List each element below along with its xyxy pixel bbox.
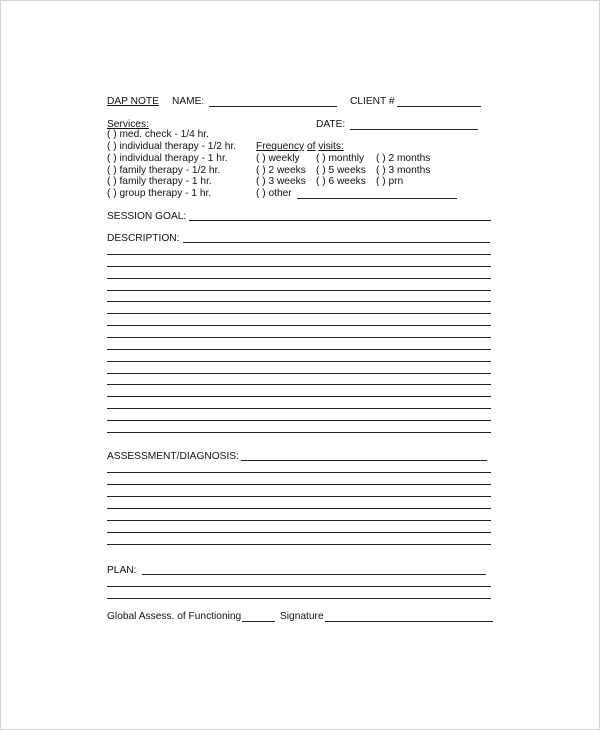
frequency-option[interactable]: ( ) 6 weeks xyxy=(316,176,366,187)
service-option[interactable]: ( ) family therapy - 1/2 hr. xyxy=(107,165,221,176)
assessment-field[interactable] xyxy=(241,460,487,461)
writing-line[interactable] xyxy=(107,384,491,385)
frequency-option-other[interactable]: ( ) other xyxy=(256,188,292,199)
date-field[interactable] xyxy=(350,129,478,130)
frequency-option[interactable]: ( ) prn xyxy=(376,176,404,187)
date-label: DATE: xyxy=(316,119,346,130)
writing-line[interactable] xyxy=(107,290,491,291)
service-option[interactable]: ( ) individual therapy - 1/2 hr. xyxy=(107,141,237,152)
writing-line[interactable] xyxy=(107,349,491,350)
service-option[interactable]: ( ) family therapy - 1 hr. xyxy=(107,176,212,187)
session-goal-label: SESSION GOAL: xyxy=(107,211,187,222)
description-label: DESCRIPTION: xyxy=(107,233,180,244)
writing-line[interactable] xyxy=(107,278,491,279)
signature-field[interactable] xyxy=(325,621,493,622)
writing-line[interactable] xyxy=(107,472,491,473)
plan-line[interactable] xyxy=(107,598,491,599)
writing-line[interactable] xyxy=(107,520,491,521)
writing-line[interactable] xyxy=(107,484,491,485)
gaf-field[interactable] xyxy=(242,621,275,622)
writing-line[interactable] xyxy=(107,396,491,397)
writing-line[interactable] xyxy=(107,325,491,326)
dap-note-title: DAP NOTE xyxy=(107,96,159,107)
writing-line[interactable] xyxy=(107,420,491,421)
plan-label: PLAN: xyxy=(107,565,137,576)
session-goal-field[interactable] xyxy=(189,220,491,221)
name-label: NAME: xyxy=(172,96,205,107)
writing-line[interactable] xyxy=(107,301,491,302)
plan-line[interactable] xyxy=(107,586,491,587)
writing-line[interactable] xyxy=(107,313,491,314)
service-option[interactable]: ( ) med. check - 1/4 hr. xyxy=(107,129,209,140)
description-field[interactable] xyxy=(183,242,490,243)
other-frequency-field[interactable] xyxy=(297,198,457,199)
frequency-option[interactable]: ( ) 5 weeks xyxy=(316,165,366,176)
plan-field[interactable] xyxy=(142,574,486,575)
frequency-option[interactable]: ( ) monthly xyxy=(316,153,365,164)
frequency-option[interactable]: ( ) 2 months xyxy=(376,153,431,164)
writing-line[interactable] xyxy=(107,432,491,433)
frequency-option[interactable]: ( ) 3 weeks xyxy=(256,176,306,187)
writing-line[interactable] xyxy=(107,266,491,267)
frequency-option[interactable]: ( ) 3 months xyxy=(376,165,431,176)
service-option[interactable]: ( ) individual therapy - 1 hr. xyxy=(107,153,228,164)
name-field[interactable] xyxy=(209,106,337,107)
writing-line[interactable] xyxy=(107,508,491,509)
writing-line[interactable] xyxy=(107,532,491,533)
frequency-heading: Frequency of visits: xyxy=(256,141,344,152)
services-heading: Services: xyxy=(107,119,149,130)
assessment-label: ASSESSMENT/DIAGNOSIS: xyxy=(107,451,239,462)
writing-line[interactable] xyxy=(107,337,491,338)
gaf-label: Global Assess. of Functioning xyxy=(107,611,242,622)
writing-line[interactable] xyxy=(107,373,491,374)
writing-line[interactable] xyxy=(107,496,491,497)
writing-line[interactable] xyxy=(107,361,491,362)
client-field[interactable] xyxy=(397,106,481,107)
frequency-option[interactable]: ( ) weekly xyxy=(256,153,300,164)
writing-line[interactable] xyxy=(107,408,491,409)
client-label: CLIENT # xyxy=(350,96,395,107)
writing-line[interactable] xyxy=(107,544,491,545)
signature-label: Signature xyxy=(280,611,324,622)
frequency-option[interactable]: ( ) 2 weeks xyxy=(256,165,306,176)
writing-line[interactable] xyxy=(107,254,491,255)
service-option[interactable]: ( ) group therapy - 1 hr. xyxy=(107,188,212,199)
